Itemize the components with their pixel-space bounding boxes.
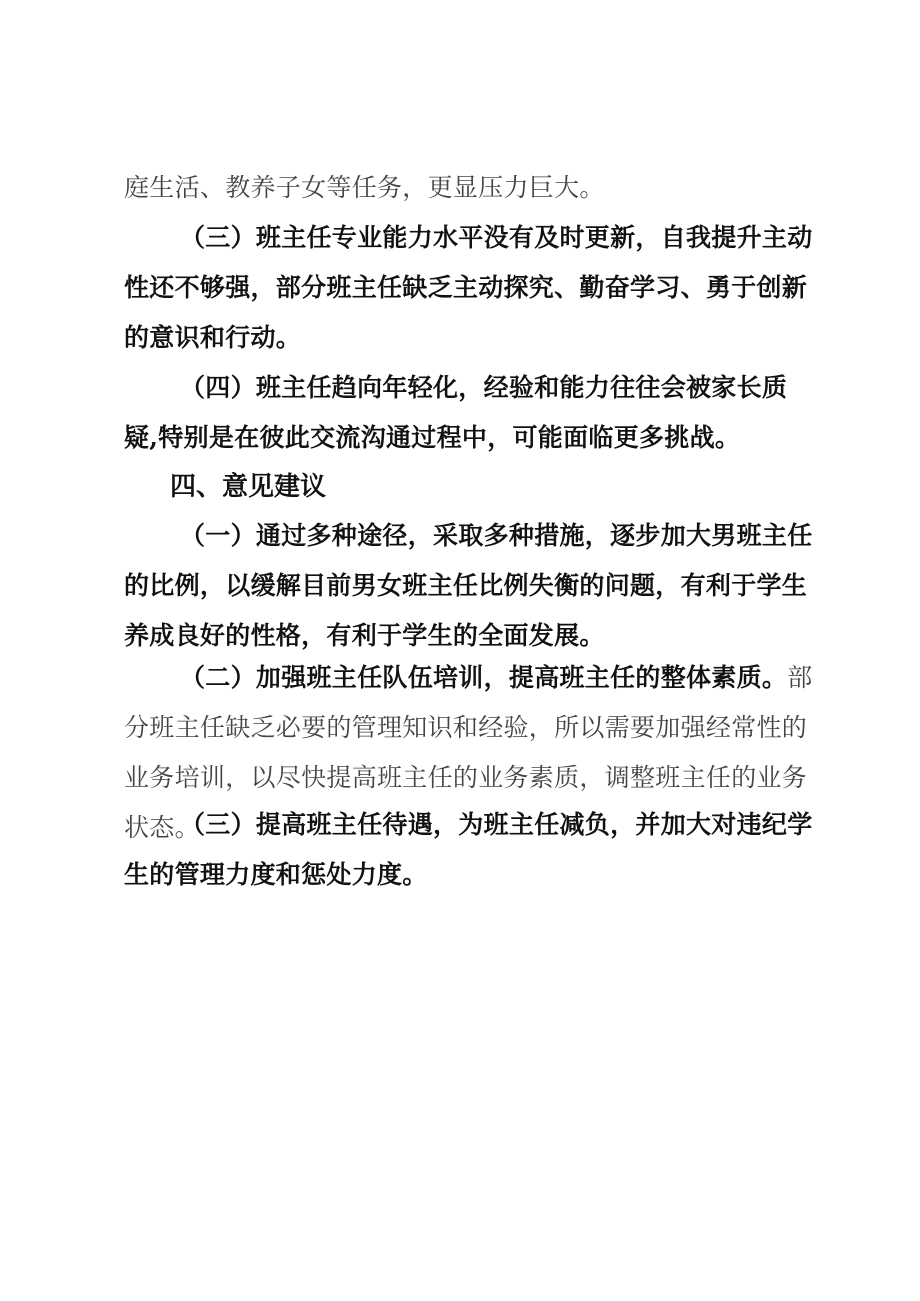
paragraph-continuation: 庭生活、教养子女等任务，更显压力巨大。 xyxy=(124,173,605,202)
suggestion-2-lead: （二）加强班主任队伍培训，提高班主任的整体素质。 xyxy=(180,663,788,692)
paragraph-issue-3: （三）班主任专业能力水平没有及时更新，自我提升主动性还不够强，部分班主任缺乏主动探究、勤奋学习、勇于创新的意识和行动。 xyxy=(124,223,813,352)
suggestion-2-body: 部分班主任缺乏必要的管理知识和经验，所以需要加强经常性的业务培训，以尽快提高班主任的业务素质，调整班主任的业务状态。 xyxy=(124,663,813,842)
paragraph-issue-4: （四）班主任趋向年轻化，经验和能力往往会被家长质疑,特别是在彼此交流沟通过程中，可能面临更多挑战。 xyxy=(124,373,788,452)
paragraph-suggestion-1: （一）通过多种途径，采取多种措施，逐步加大男班主任的比例，以缓解目前男女班主任比例失衡的问题，有利于学生养成良好的性格，有利于学生的全面发展。 xyxy=(124,521,813,650)
paragraph-suggestion-3: （三）提高班主任待遇，为班主任减负，并加大对违纪学生的管理力度和惩处力度。 xyxy=(124,810,813,889)
section-heading-suggestions: 四、意见建议 xyxy=(170,472,327,502)
